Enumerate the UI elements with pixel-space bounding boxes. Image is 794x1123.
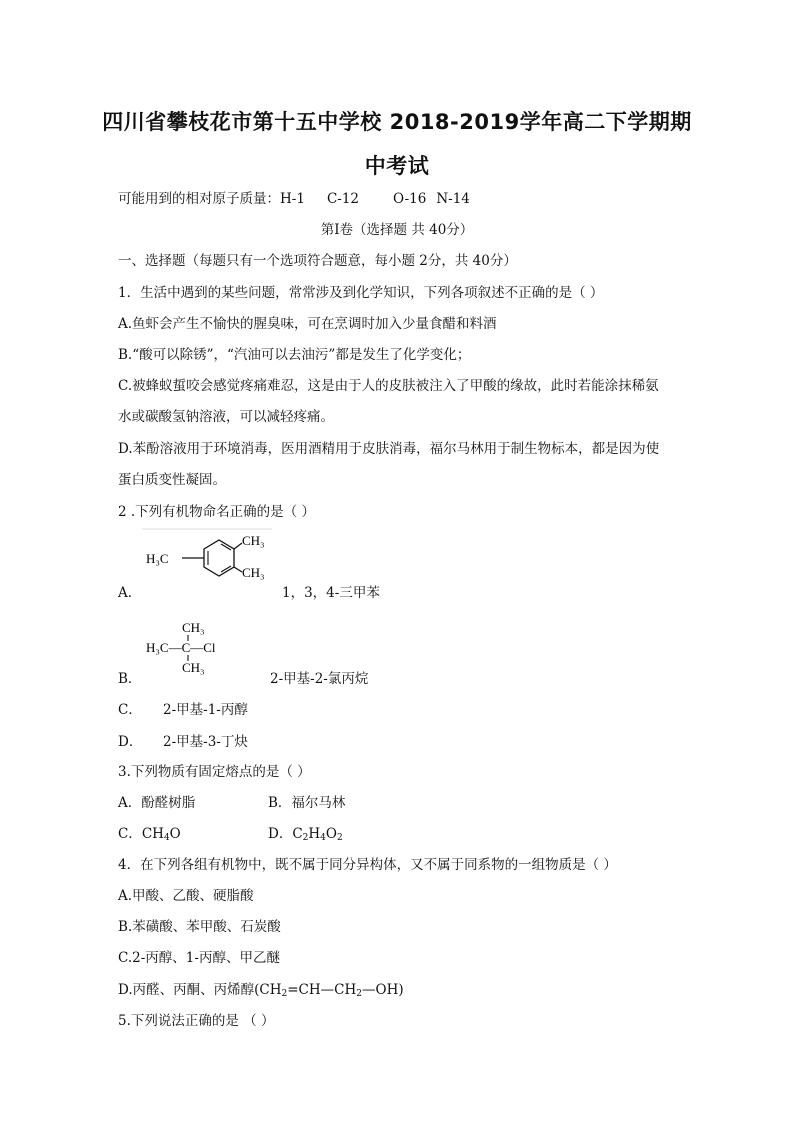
q2-option-c-name: 2-甲基-1-丙醇 [163,702,248,718]
benzene-ring-diagram [142,528,277,590]
q4-option-d: D.丙醛、丙酮、丙烯醇$(CH_2=CH—CH_2—OH)$ [118,982,404,999]
q3-option-a: A．酚醛树脂 [118,795,196,811]
q5-stem: 5.下列说法正确的是 （ ） [118,1013,275,1029]
q2-structure-a [142,528,277,590]
q4-stem: 4．在下列各组有机物中，既不属于同分异构体，又不属于同系物的一组物质是（ ） [118,857,617,873]
q1-option-d-line1: D.苯酚溶液用于环境消毒，医用酒精用于皮肤消毒，福尔马林用于制生物标本，都是因为使 [118,441,660,457]
struct-a-right-group: CH₃ [242,565,265,580]
atomic-mass-c: C-12 [326,191,360,207]
q4-option-c: C.2-丙醇、1-丙醇、甲乙醚 [118,950,280,966]
q2-option-b-name: 2-甲基-2-氯丙烷 [270,671,369,687]
q4-option-b: B.苯磺酸、苯甲酸、石炭酸 [118,919,281,935]
q1-stem: 1．生活中遇到的某些问题，常常涉及到化学知识，下列各项叙述不正确的是（ ） [118,285,604,301]
section-heading: 第Ⅰ卷（选择题 共 40分） [320,222,474,238]
q3-option-b: B．福尔马林 [268,795,346,811]
page-title-line1: 四川省攀枝花市第十五中学校 2018-2019学年高二下学期期 [102,110,692,134]
q2-option-d-letter: D． [118,734,143,750]
q3-option-c: C．$CH_4O$ [118,826,181,843]
struct-a-left-group: H₃C [146,551,169,566]
q2-option-d-name: 2-甲基-3-丁炔 [163,734,248,750]
q1-option-c-line1: C.被蜂蚁蜇咬会感觉疼痛难忍，这是由于人的皮肤被注入了甲酸的缘故，此时若能涂抹稀氨 [118,378,659,394]
q1-option-d-line2: 蛋白质变性凝固。 [118,472,226,488]
atomic-mass-n: N-14 [436,191,470,207]
atomic-mass-h: H-1 [280,191,305,207]
atomic-mass-label: 可能用到的相对原子质量： [118,191,280,207]
chloropropane-diagram [146,617,256,675]
q1-option-b: B.“酸可以除锈”，“汽油可以去油污”都是发生了化学变化； [118,347,471,363]
q2-option-a-letter: A． [118,585,142,601]
q3-option-d: D．$C_2H_4O_2$ [268,826,343,843]
q2-stem: 2 .下列有机物命名正确的是（ ） [118,504,315,520]
q1-option-a: A.鱼虾会产生不愉快的腥臭味，可在烹调时加入少量食醋和料酒 [118,316,497,332]
atomic-mass-row [118,187,470,207]
struct-b-bottom-group: CH₃ [182,660,205,675]
q2-structure-b [146,617,256,675]
section-instruction: 一、选择题（每题只有一个选项符合题意，每小题 2分，共 40分） [118,253,517,269]
page-title-line2: 中考试 [364,154,430,178]
q1-option-c-line2: 水或碳酸氢钠溶液，可以减轻疼痛。 [118,409,334,425]
atomic-mass-o: O-16 [393,191,427,207]
q3-stem: 3.下列物质有固定熔点的是（ ） [118,764,311,780]
q2-option-c-letter: C． [118,702,142,718]
q2-option-a-name: 1，3，4-三甲苯 [282,585,380,601]
q2-option-b-letter: B． [118,671,142,687]
struct-b-main-chain: H₃C—C—Cl [146,640,216,655]
q4-option-a: A.甲酸、乙酸、硬脂酸 [118,888,254,904]
struct-b-top-group: CH₃ [182,620,205,635]
struct-a-top-group: CH₃ [242,533,265,548]
